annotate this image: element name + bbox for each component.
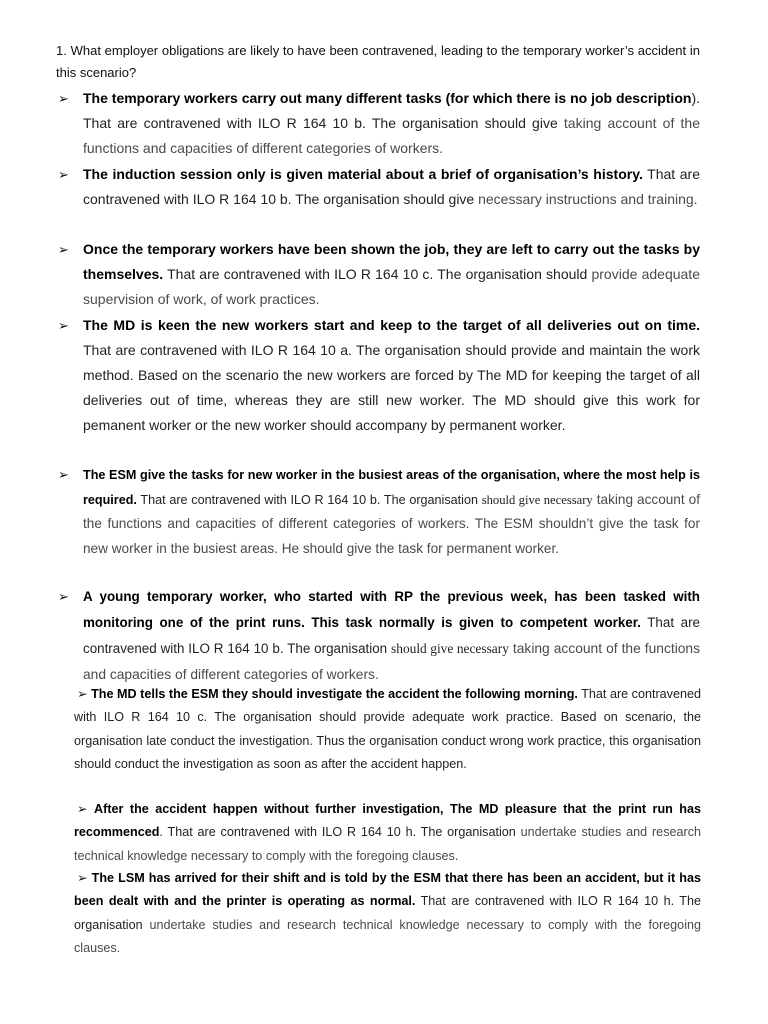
question-text: 1. What employer obligations are likely to have been contravened, leading to the temporary worker’s accident in this scenario? bbox=[56, 43, 700, 80]
list-item: ➢ The ESM give the tasks for new worker in the busiest areas of the organisation, where the most help is required. That are contravened with ILO R 164 10 b. The organisation should give necessary taking account of the functions and capacities of different categories of workers. The ESM shouldn’t give the task for new worker in the busiest areas. He should give the task for permanent worker. bbox=[83, 463, 700, 561]
list-item: ➢ The induction session only is given material about a brief of organisation’s history. That are contravened with ILO R 164 10 b. The organisation should give necessary instructions and training. bbox=[83, 162, 700, 212]
arrow-bullet-icon: ➢ bbox=[58, 167, 69, 182]
arrow-bullet-icon: ➢ bbox=[58, 242, 69, 257]
arrow-bullet-icon: ➢ bbox=[77, 687, 88, 701]
list-item: ➢ A young temporary worker, who started with RP the previous week, has been tasked with monitoring one of the print runs. This task normally is given to competent worker. That are contravened with ILO R 164 10 b. The organisation should give necessary taking account of the functions and capacities of different categories of workers. bbox=[83, 584, 700, 688]
list-item: ➢ The temporary workers carry out many different tasks (for which there is no job description). That are contravened with ILO R 164 10 b. The organisation should give taking account of the functions and capacities of different categories of workers. bbox=[83, 86, 700, 161]
list-item: ➢ Once the temporary workers have been shown the job, they are left to carry out the tasks by themselves. That are contravened with ILO R 164 10 c. The organisation should provide adequate supervision of work, of work practices. bbox=[83, 237, 700, 312]
list-item: ➢ The MD is keen the new workers start and keep to the target of all deliveries out on time. That are contravened with ILO R 164 10 a. The organisation should provide and maintain the work method. Based on the scenario the new workers are forced by The MD for keeping the target of all deliveries out of time, whereas they are still new worker. The MD should give this work for pemanent worker or the new worker should accompany by permanent worker. bbox=[83, 313, 700, 438]
list-item: ➢ The MD tells the ESM they should investigate the accident the following morning. That are contravened with ILO R 164 10 c. The organisation should provide adequate work practice. Based on scenario, the organisation late conduct the investigation. Thus the organisation conduct wrong work practice, this organisation should conduct the investigation as soon as after the accident happen. bbox=[74, 687, 701, 771]
list-item: ➢ The LSM has arrived for their shift and is told by the ESM that there has been an accident, but it has been dealt with and the printer is operating as normal. That are contravened with ILO R 164 10 h. The organisation undertake studies and research technical knowledge necessary to comply with the foregoing clauses. bbox=[74, 871, 702, 955]
arrow-bullet-icon: ➢ bbox=[77, 802, 88, 816]
arrow-bullet-icon: ➢ bbox=[58, 467, 69, 482]
arrow-bullet-icon: ➢ bbox=[58, 318, 69, 333]
arrow-bullet-icon: ➢ bbox=[58, 91, 69, 106]
arrow-bullet-icon: ➢ bbox=[58, 589, 69, 604]
arrow-bullet-icon: ➢ bbox=[77, 871, 88, 885]
list-item: ➢ After the accident happen without further investigation, The MD pleasure that the print run has recommenced. That are contravened with ILO R 164 10 h. The organisation undertake studies and research technical knowledge necessary to comply with the foregoing clauses. bbox=[74, 802, 702, 863]
